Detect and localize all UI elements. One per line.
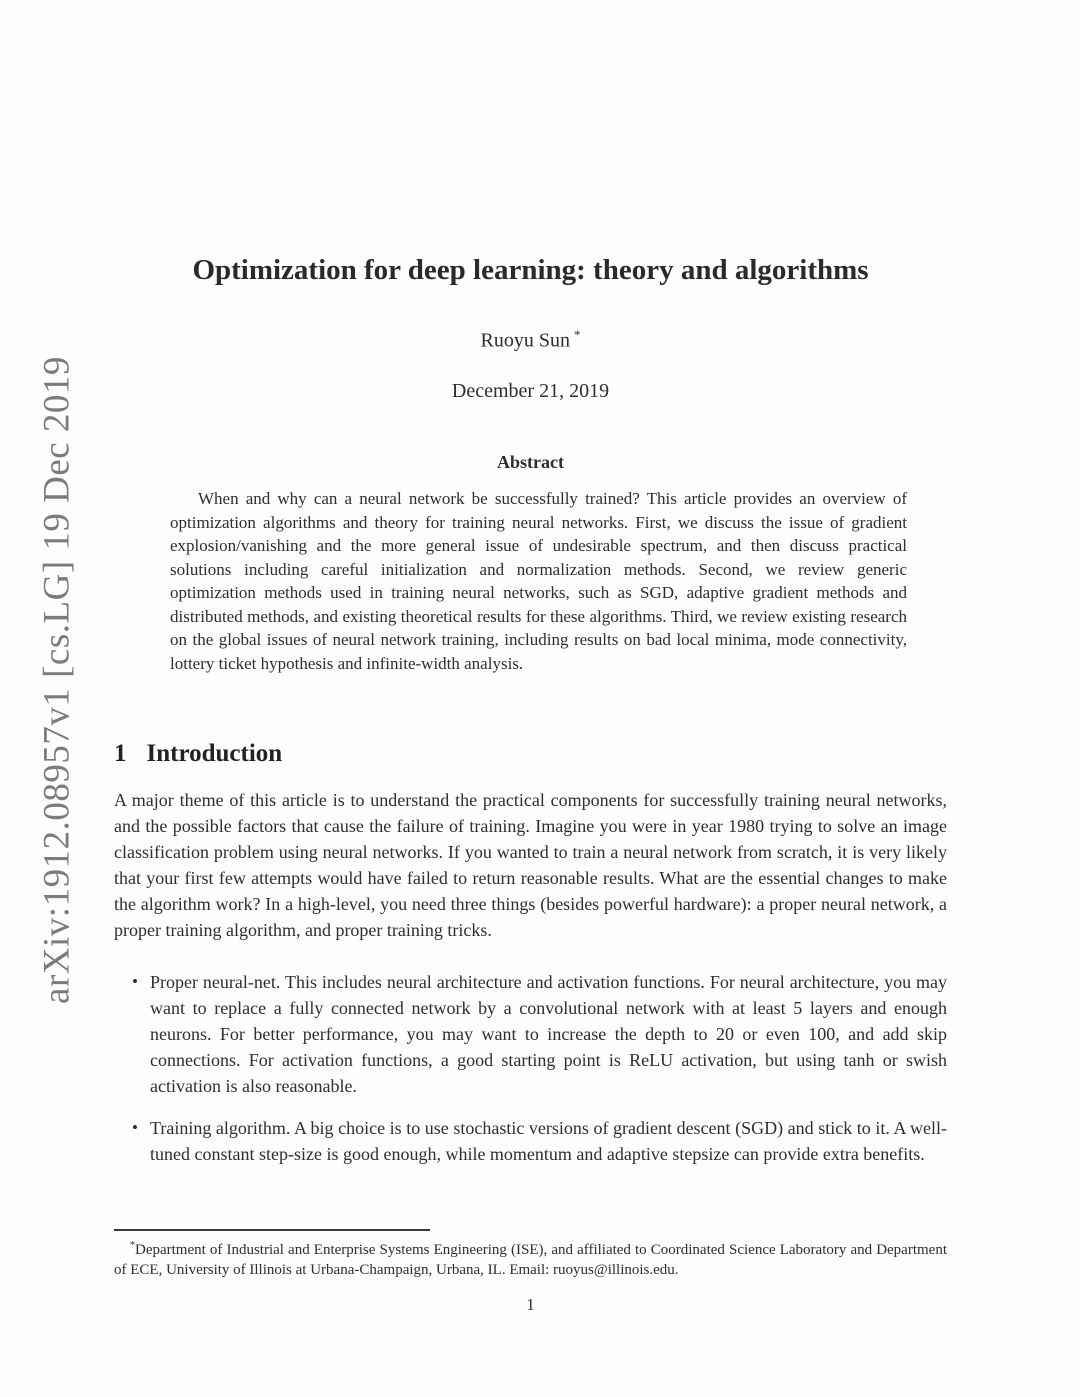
bullet-text-training-algorithm: Training algorithm. A big choice is to use stochastic versions of gradient descent (SGD) and stick to it. A well-tuned constant step-size is good enough, while momentum and adaptive stepsize can provide extra benefits. xyxy=(150,1118,947,1164)
paper-title: Optimization for deep learning: theory and algorithms xyxy=(192,254,869,286)
list-item xyxy=(114,1115,947,1167)
abstract-text: When and why can a neural network be successfully trained? This article provides an overview of optimization algorithms and theory for training neural networks. First, we discuss the issue of gradient explosion/vanishing and the more general issue of undesirable spectrum, and then discuss practical solutions including careful initialization and normalization methods. Second, we review generic optimization methods used in training neural networks, such as SGD, adaptive gradient methods and distributed methods, and existing theoretical results for these algorithms. Third, we review existing research on the global issues of neural network training, including results on bad local minima, mode connectivity, lottery ticket hypothesis and infinite-width analysis. xyxy=(170,489,907,673)
section-number: 1 xyxy=(114,740,127,767)
bullet-text-proper-neural-net: Proper neural-net. This includes neural architecture and activation functions. For neural architecture, you may want to replace a fully connected network by a convolutional network with at least 5 layers and enough neurons. For better performance, you may want to increase the depth to 20 or even 100, and add skip connections. For activation functions, a good starting point is ReLU activation, but using tanh or swish activation is also reasonable. xyxy=(150,972,947,1096)
footnote-block xyxy=(114,1229,947,1280)
arxiv-watermark: arXiv:1912.08957v1 [cs.LG] 19 Dec 2019 xyxy=(36,356,78,1004)
author-footnote-marker: * xyxy=(573,327,581,342)
introduction-paragraph: A major theme of this article is to understand the practical components for successfully training neural networks, and the possible factors that cause the failure of training. Imagine you were in year 1980 trying to solve an image classification problem using neural networks. If you wanted to train a neural network from scratch, it is very likely that your first few attempts would have failed to return reasonable results. What are the essential changes to make the algorithm work? In a high-level, you need three things (besides powerful hardware): a proper neural network, a proper training algorithm, and proper training tricks. xyxy=(114,790,947,940)
author-line xyxy=(114,327,947,353)
author-name: Ruoyu Sun xyxy=(480,329,570,352)
body-column xyxy=(114,740,947,1167)
footnote-marker: * xyxy=(130,1240,135,1251)
page-number: 1 xyxy=(526,1295,535,1314)
abstract-heading: Abstract xyxy=(497,452,564,472)
footnote-rule xyxy=(114,1229,430,1231)
bullet-icon: • xyxy=(132,1118,138,1137)
list-item xyxy=(114,969,947,1099)
footnote-text: Department of Industrial and Enterprise Systems Engineering (ISE), and affiliated to Coordinated Science Laboratory and Department of ECE, University of Illinois at Urbana-Champaign, Urbana, IL. Email: ruoyus@illinois.edu. xyxy=(114,1242,947,1278)
introduction-bullet-list xyxy=(114,969,947,1167)
paper-date: December 21, 2019 xyxy=(451,380,610,402)
section-title: Introduction xyxy=(146,740,283,767)
section-heading-introduction xyxy=(114,740,947,768)
footnote xyxy=(114,1236,947,1280)
bullet-icon: • xyxy=(132,972,138,991)
